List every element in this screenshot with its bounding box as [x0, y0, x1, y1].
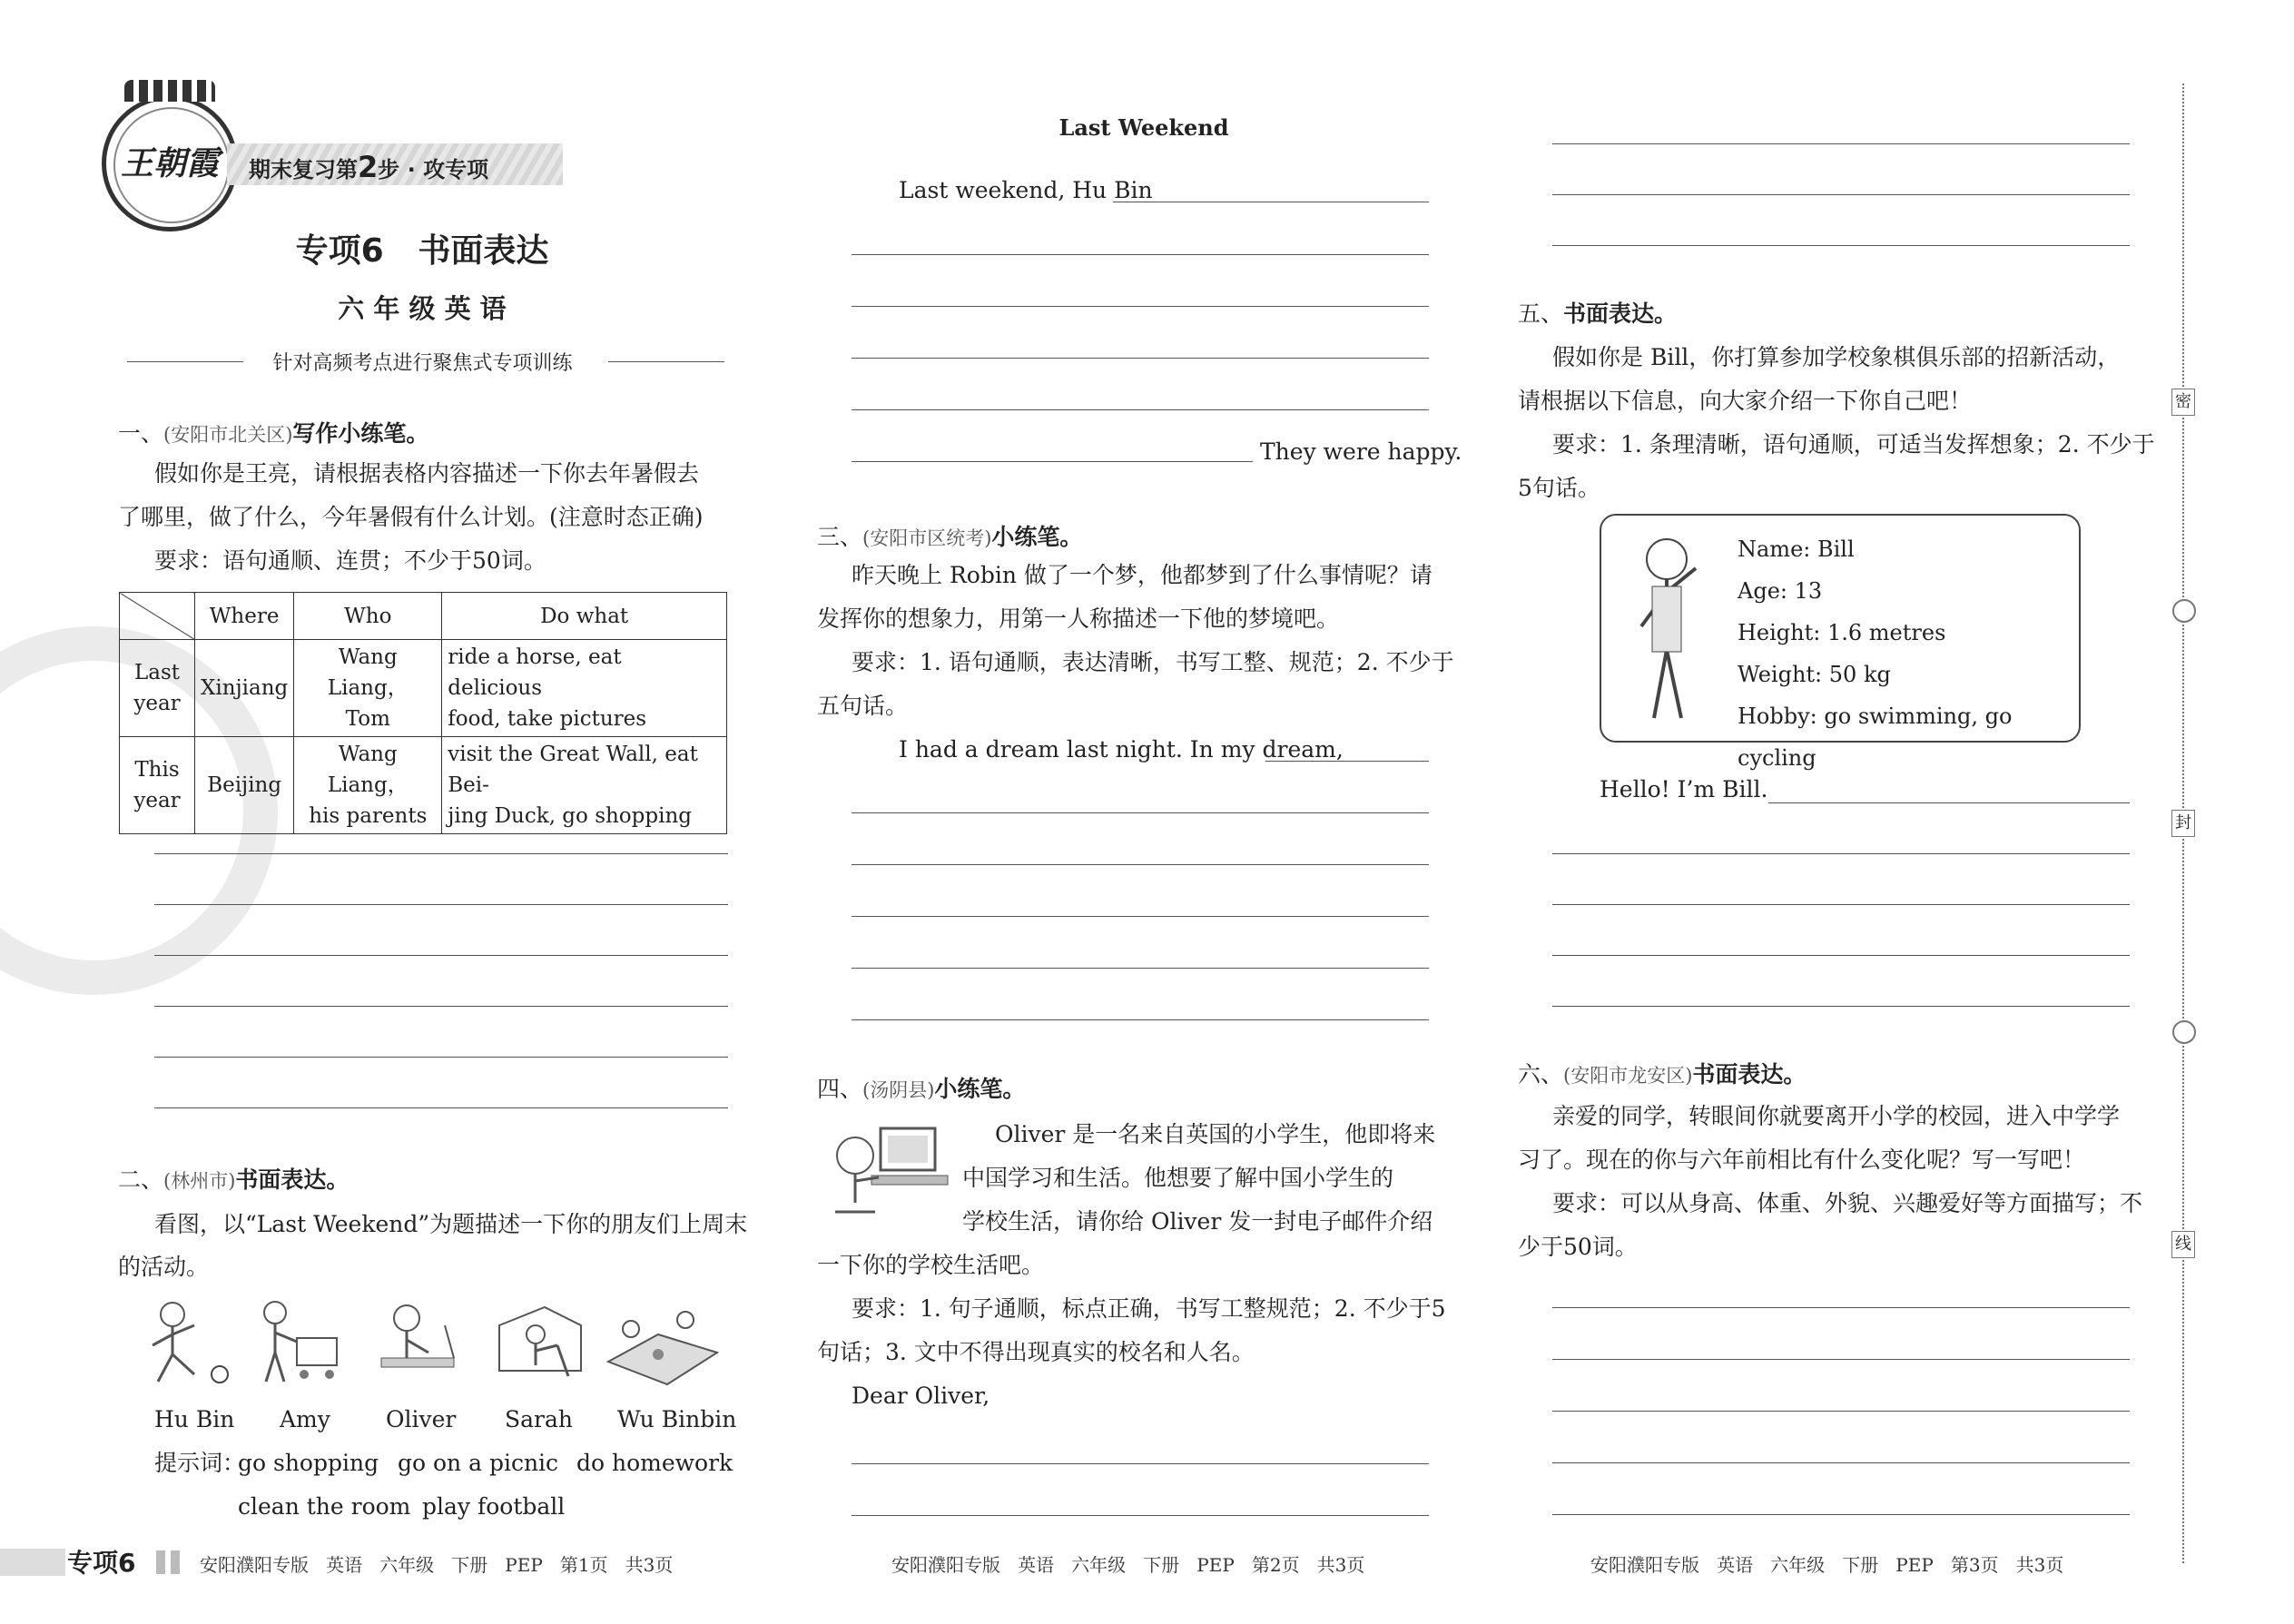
- footer-page-3: 安阳濮阳专版 英语 六年级 下册 PEP 第3页 共3页: [1590, 1554, 2064, 1576]
- margin-mark-mi: 密: [2171, 389, 2195, 416]
- wu-binbin-picnic-picture: [604, 1298, 722, 1389]
- table-row: Last year Xinjiang Wang Liang， Tom ride a horse, eat delicious food, take pictures: [120, 640, 727, 737]
- table-row: This year Beijing Wang Liang， his parents visit the Great Wall, eat Bei- jing Duck, go shopping: [120, 737, 727, 834]
- writing-line[interactable]: [852, 461, 1253, 462]
- bill-info-card: [1600, 514, 2081, 771]
- writing-line[interactable]: [1768, 802, 2130, 803]
- writing-line[interactable]: [1552, 1307, 2130, 1308]
- writing-line[interactable]: [852, 812, 1429, 813]
- table-header-where: Where: [195, 593, 294, 640]
- card-weight: Weight: 50 kg: [1738, 662, 1891, 687]
- section-3-requirement-1: 要求：1. 语句通顺，表达清晰，书写工整、规范；2. 不少于: [852, 649, 1454, 675]
- hint-word: go on a picnic: [398, 1450, 559, 1476]
- section-4-text-2: 中国学习和生活。他想要了解中国小学生的: [962, 1165, 1394, 1191]
- tagline-rule-left: [127, 361, 243, 362]
- section-6-text-1: 亲爱的同学，转眼间你就要离开小学的校园，进入中学学: [1552, 1103, 2121, 1129]
- section-5-requirement-2: 5句话。: [1518, 475, 1600, 501]
- table-header-who: Who: [294, 593, 442, 640]
- hint-word: go shopping: [238, 1450, 379, 1476]
- writing-line[interactable]: [852, 409, 1429, 410]
- section-4-text-1: Oliver 是一名来自英国的小学生，他即将来: [995, 1121, 1436, 1147]
- section-5-requirement-1: 要求：1. 条理清晰，语句通顺，可适当发挥想象；2. 不少于: [1552, 431, 2155, 458]
- writing-line[interactable]: [852, 916, 1429, 917]
- writing-line[interactable]: [1552, 1411, 2130, 1412]
- writing-line[interactable]: [154, 853, 728, 854]
- section-3-text-1: 昨天晚上 Robin 做了一个梦，他都梦到了什么事情呢？请: [852, 562, 1433, 588]
- writing-line[interactable]: [154, 904, 728, 905]
- writing-line[interactable]: [1552, 853, 2130, 854]
- section-1-requirement: 要求：语句通顺、连贯；不少于50词。: [154, 547, 546, 574]
- section-4-requirement-2: 句话；3. 文中不得出现真实的校名和人名。: [817, 1339, 1255, 1365]
- hu-bin-football-picture: [136, 1298, 236, 1389]
- card-age: Age: 13: [1738, 578, 1823, 604]
- logo-text: 王朝霞: [120, 144, 219, 182]
- writing-line[interactable]: [852, 1515, 1429, 1516]
- writing-line[interactable]: [154, 955, 728, 956]
- footer-bar: [0, 1549, 65, 1576]
- section-6-requirement-1: 要求：可以从身高、体重、外貌、兴趣爱好等方面描写；不: [1552, 1190, 2143, 1216]
- writing-line[interactable]: [852, 968, 1429, 969]
- writing-line[interactable]: [852, 306, 1429, 307]
- card-height: Height: 1.6 metres: [1738, 620, 1946, 645]
- writing-line[interactable]: [1552, 143, 2130, 144]
- amy-shopping-picture: [250, 1298, 350, 1389]
- section-6-requirement-2: 少于50词。: [1518, 1234, 1638, 1260]
- logo-badge: [102, 95, 238, 231]
- writing-line[interactable]: [852, 1463, 1429, 1464]
- section-2-heading: 二、(林州市)书面表达。: [118, 1166, 350, 1193]
- writing-line[interactable]: [1552, 245, 2130, 246]
- margin-circle-icon: [2172, 599, 2196, 623]
- name-hu-bin: Hu Bin: [154, 1406, 235, 1432]
- sarah-cleaning-picture: [490, 1298, 590, 1389]
- bill-starter: Hello! I’m Bill.: [1600, 776, 1768, 802]
- email-greeting: Dear Oliver,: [852, 1383, 990, 1409]
- page-title: 专项6 书面表达: [295, 232, 549, 270]
- dream-starter: I had a dream last night. In my dream,: [899, 736, 1344, 763]
- writing-line[interactable]: [852, 1019, 1429, 1020]
- info-table: [119, 592, 727, 834]
- section-6-text-2: 习了。现在的你与六年前相比有什么变化呢？写一写吧！: [1518, 1147, 2086, 1173]
- essay-ending: They were happy.: [1260, 438, 1462, 465]
- section-2-text-2: 的活动。: [118, 1254, 210, 1280]
- section-4-heading: 四、(汤阴县)小练笔。: [817, 1076, 1026, 1102]
- section-4-text-4: 一下你的学校生活吧。: [817, 1252, 1045, 1278]
- oliver-homework-picture: [363, 1298, 463, 1389]
- writing-line[interactable]: [1552, 194, 2130, 195]
- section-1-heading: 一、(安阳市北关区)写作小练笔。: [118, 420, 429, 447]
- section-1-text-2: 了哪里，做了什么，今年暑假有什么计划。(注意时态正确): [118, 504, 704, 530]
- section-5-text-1: 假如你是 Bill，你打算参加学校象棋俱乐部的招新活动，: [1552, 344, 2121, 370]
- tagline-rule-right: [608, 361, 724, 362]
- page-subtitle: 六 年 级 英 语: [338, 293, 507, 324]
- step-label-pre: 期末复习第: [249, 157, 358, 182]
- margin-circle-icon: [2172, 1020, 2196, 1044]
- section-5-text-2: 请根据以下信息，向大家介绍一下你自己吧！: [1518, 388, 1973, 414]
- hint-word: clean the room: [238, 1493, 411, 1520]
- margin-mark-xian: 线: [2171, 1231, 2195, 1258]
- tagline: 针对高频考点进行聚焦式专项训练: [272, 352, 573, 375]
- writing-line[interactable]: [1552, 955, 2130, 956]
- name-oliver: Oliver: [386, 1406, 457, 1432]
- footer-dots-icon: [156, 1550, 180, 1574]
- bill-picture: [1621, 532, 1721, 732]
- footer-page-1: 安阳濮阳专版 英语 六年级 下册 PEP 第1页 共3页: [200, 1554, 674, 1576]
- card-hobby: Hobby: go swimming, go cycling: [1738, 704, 2013, 771]
- section-5-heading: 五、书面表达。: [1518, 300, 1678, 327]
- margin-mark-feng: 封: [2171, 810, 2195, 837]
- writing-line[interactable]: [1552, 1514, 2130, 1515]
- section-4-text-3: 学校生活，请你给 Oliver 发一封电子邮件介绍: [962, 1208, 1433, 1235]
- writing-line[interactable]: [154, 1057, 728, 1058]
- writing-line[interactable]: [154, 1006, 728, 1007]
- hint-word: do homework: [576, 1450, 733, 1476]
- table-corner: [120, 593, 195, 640]
- name-amy: Amy: [280, 1406, 330, 1432]
- step-label-post: 步 · 攻专项: [378, 157, 489, 182]
- writing-line[interactable]: [1552, 1359, 2130, 1360]
- writing-line[interactable]: [852, 864, 1429, 865]
- essay-heading: Last Weekend: [1058, 114, 1229, 141]
- section-6-heading: 六、(安阳市龙安区)书面表达。: [1518, 1061, 1807, 1088]
- writing-line[interactable]: [852, 358, 1429, 359]
- step-number: 2: [358, 150, 379, 184]
- writing-line[interactable]: [154, 1107, 728, 1108]
- writing-line[interactable]: [1552, 904, 2130, 905]
- hint-label: 提示词：: [154, 1450, 246, 1476]
- section-4-requirement-1: 要求：1. 句子通顺，标点正确，书写工整规范；2. 不少于5: [852, 1295, 1446, 1322]
- section-3-text-2: 发挥你的想象力，用第一人称描述一下他的梦境吧。: [817, 605, 1340, 632]
- step-banner: [227, 143, 563, 185]
- section-3-heading: 三、(安阳市区统考)小练笔。: [817, 524, 1083, 550]
- essay-starter: Last weekend, Hu Bin: [899, 177, 1153, 203]
- writing-line[interactable]: [1552, 1006, 2130, 1007]
- name-wu-binbin: Wu Binbin: [617, 1406, 737, 1432]
- section-1-text-1: 假如你是王亮，请根据表格内容描述一下你去年暑假去: [154, 460, 700, 487]
- oliver-computer-picture: [817, 1121, 953, 1221]
- crown-icon: [124, 80, 215, 102]
- hint-word: play football: [422, 1493, 566, 1520]
- table-header-what: Do what: [442, 593, 727, 640]
- writing-line[interactable]: [1265, 761, 1429, 762]
- section-2-text-1: 看图，以“Last Weekend”为题描述一下你的朋友们上周末: [154, 1211, 748, 1237]
- footer-page-2: 安阳濮阳专版 英语 六年级 下册 PEP 第2页 共3页: [891, 1554, 1365, 1576]
- section-3-requirement-2: 五句话。: [817, 693, 909, 719]
- footer-tag: 专项6: [67, 1548, 136, 1578]
- writing-line[interactable]: [1552, 1462, 2130, 1463]
- writing-line[interactable]: [852, 254, 1429, 255]
- name-sarah: Sarah: [505, 1406, 573, 1432]
- card-name: Name: Bill: [1738, 536, 1855, 562]
